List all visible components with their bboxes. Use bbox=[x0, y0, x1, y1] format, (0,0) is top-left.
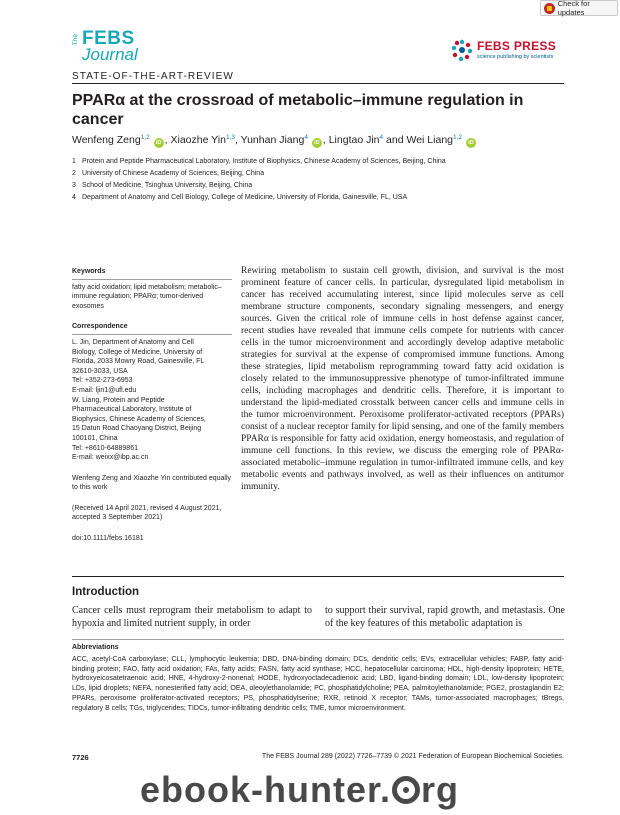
correspondence-line: Biophysics, Chinese Academy of Sciences, bbox=[72, 415, 206, 423]
correspondence-rule bbox=[72, 334, 232, 335]
correspondence-line: W. Liang, Protein and Peptide bbox=[72, 396, 165, 404]
orcid-icon[interactable]: iD bbox=[154, 138, 164, 148]
doi-link[interactable]: doi:10.1111/febs.16181 bbox=[72, 535, 144, 543]
correspondence-line: Tel: +8610-64889861 bbox=[72, 444, 138, 452]
orcid-icon[interactable]: iD bbox=[466, 138, 476, 148]
affiliation-text: Protein and Peptide Pharmaceutical Laboratory, Institute of Biophysics, Chinese Academy of Sciences, Beijing, China bbox=[82, 158, 446, 165]
correspondence-line: Biology, College of Medicine, University of bbox=[72, 348, 203, 356]
affiliation-item bbox=[72, 156, 572, 168]
keywords-text: fatty acid oxidation; lipid metabolism; metabolic–immune regulation; PPARα; tumor-derived exosomes bbox=[72, 283, 222, 310]
correspondence-lines bbox=[72, 338, 232, 463]
correspondence-line[interactable]: E-mail: ljin1@ufl.edu bbox=[72, 386, 137, 394]
logo-the-text: The bbox=[72, 34, 79, 46]
introduction-heading: Introduction bbox=[72, 586, 140, 598]
affiliation-text: University of Chinese Academy of Sciences, Beijing, China bbox=[82, 170, 265, 177]
author-name[interactable]: Xiaozhe Yin bbox=[170, 134, 226, 146]
correspondence-line: 15 Datun Road Chaoyang District, Beijing bbox=[72, 425, 202, 433]
affiliation-list bbox=[72, 156, 572, 204]
author-name[interactable]: Wei Liang bbox=[406, 134, 454, 146]
keywords-heading: Keywords bbox=[72, 268, 106, 275]
abbreviations-text: ACC, acetyl-CoA carboxylase; CLL, lymphocytic leukemia; DBD, DNA-binding domain; DCs, dendritic cells; EVs, extracellular vehicles; FABP, fatty acid-binding protein; FAO, fatty acid oxidation; FAs, fatty acids; FASN, fatty acid synthase; HCC, hepatocellular carcinoma; HDL, high-density lipoprotein; HETE, hydroxyeicosatetraenoic acid; HNE, 4-hydroxy-2-nonenal; HODE, hydroxyoctadecadienoic acid; LBD, ligand-binding domain; LDL, low-density lipoprotein; LDs, lipid droplets; NEFA, nonesterified fatty acid; OEA, oleoylethanolamide; PC, phosphatidylcholine; PEA, palmitoylethanolamide; PGE2, prostaglandin E2; PPARs, peroxisome proliferator-activated receptors; PS, phosphatidylserine; RXR, retinoid X receptor; TAMs, tumor-associated macrophages; tBregs, regulatory B cells; TGs, triglycerides; TIDCs, tumor-infiltrating dendritic cells; TME, tumor microenvironment. bbox=[72, 656, 564, 712]
history-note bbox=[72, 504, 232, 523]
febs-press-dots-icon bbox=[450, 38, 474, 62]
affiliation-number: 3 bbox=[72, 182, 76, 189]
abstract-divider bbox=[72, 576, 564, 577]
check-for-updates-button[interactable] bbox=[540, 0, 618, 16]
author-separator: , bbox=[164, 134, 171, 146]
history-text: (Received 14 April 2021, revised 4 August 2021, accepted 3 September 2021) bbox=[72, 504, 222, 522]
affiliation-number: 1 bbox=[72, 158, 76, 165]
footer-citation: The FEBS Journal 289 (2022) 7726–7739 © 2021 Federation of European Biochemical Societies. bbox=[261, 753, 564, 760]
author-list bbox=[72, 134, 572, 148]
correspondence-block bbox=[72, 322, 232, 462]
ebook-hunter-watermark bbox=[140, 768, 620, 812]
affiliation-text: Department of Anatomy and Cell Biology, College of Medicine, University of Florida, Gainesville, FL, USA bbox=[82, 194, 408, 201]
febs-press-name: FEBS PRESS bbox=[477, 39, 557, 53]
author-name[interactable]: Lingtao Jin bbox=[328, 134, 380, 146]
introduction-column-left: Cancer cells must reprogram their metabolism to adapt to hypoxia and limited nutrient supply, in order bbox=[72, 605, 312, 629]
correspondence-line: 32610-3033, USA bbox=[72, 367, 128, 375]
header-divider bbox=[72, 83, 564, 84]
author-name[interactable]: Yunhan Jiang bbox=[240, 134, 305, 146]
check-for-updates-label: Check for updates bbox=[557, 0, 590, 17]
logo-febs-text: FEBS bbox=[82, 28, 135, 49]
correspondence-line: Florida, 2033 Mowry Road, Gainesville, FL bbox=[72, 358, 205, 366]
affiliation-item bbox=[72, 192, 572, 204]
author-affiliation-ref[interactable]: 1,3 bbox=[225, 134, 236, 141]
author-affiliation-ref[interactable]: 1,2 bbox=[453, 134, 463, 141]
orcid-icon[interactable]: iD bbox=[312, 138, 322, 148]
page-number: 7726 bbox=[72, 753, 89, 762]
correspondence-line[interactable]: E-mail: weixx@ibp.ac.cn bbox=[72, 454, 149, 462]
equal-contribution-note bbox=[72, 474, 232, 493]
affiliation-number: 2 bbox=[72, 170, 76, 177]
author-affiliation-ref[interactable]: 4 bbox=[379, 134, 384, 141]
affiliation-number: 4 bbox=[72, 194, 76, 201]
abbreviations-heading: Abbreviations bbox=[72, 644, 119, 651]
introduction-column-right: to support their survival, rapid growth, and metastasis. One of the key features of this metabolic adaptation is bbox=[325, 605, 565, 629]
author-affiliation-ref[interactable]: 1,2 bbox=[140, 134, 150, 141]
author-separator: and bbox=[383, 134, 407, 146]
abbreviations-divider bbox=[72, 639, 564, 640]
logo-journal-text: Journal bbox=[82, 45, 138, 64]
watermark-text-start: ebook-hunter. bbox=[140, 769, 392, 810]
correspondence-line: Tel: +352-273-6953 bbox=[72, 377, 133, 385]
correspondence-heading: Correspondence bbox=[72, 323, 128, 331]
author-name[interactable]: Wenfeng Zeng bbox=[72, 134, 141, 146]
correspondence-line: 100101, China bbox=[72, 434, 118, 442]
febs-press-logo bbox=[450, 38, 560, 66]
correspondence-line: L. Jin, Department of Anatomy and Cell bbox=[72, 338, 194, 346]
article-sidebar bbox=[72, 267, 232, 555]
watermark-target-icon bbox=[392, 776, 420, 804]
affiliation-item bbox=[72, 180, 572, 192]
correspondence-line: Pharmaceutical Laboratory, Institute of bbox=[72, 406, 192, 414]
doi-note bbox=[72, 534, 232, 544]
article-title: PPARα at the crossroad of metabolic–immune regulation in cancer bbox=[72, 92, 524, 128]
author-separator: , bbox=[235, 134, 241, 146]
article-type-label: STATE-OF-THE-ART-REVIEW bbox=[72, 71, 234, 82]
affiliation-text: School of Medicine, Tsinghua University, Beijing, China bbox=[82, 182, 253, 189]
watermark-text-end: rg bbox=[421, 769, 460, 810]
update-check-icon bbox=[544, 3, 555, 14]
febs-press-tagline: science publishing by scientists bbox=[477, 54, 554, 60]
equal-contribution-text: Wenfeng Zeng and Xiaozhe Yin contributed equally to this work bbox=[72, 474, 232, 492]
author-separator: , bbox=[322, 134, 329, 146]
keywords-block bbox=[72, 267, 232, 311]
affiliation-item bbox=[72, 168, 572, 180]
abstract-text: Rewiring metabolism to sustain cell growth, division, and survival is the most prominent feature of cancer cells. In particular, dysregulated lipid metabolism in cancer has received accumulating interest, since lipid molecules serve as cell membrane structure components, secondary signaling messengers, and energy sources. Given the critical role of immune cells in host defense against cancer, recent studies have revealed that immune cells compete for nutrients with cancer cells in the tumor microenvironment and accordingly develop adaptive metabolic strategies for survival at the expense of compromised immune functions. Among these strategies, lipid metabolism reprogramming toward fatty acid oxidation is closely related to the immunosuppressive phenotype of tumor-infiltrated immune cells, including macrophages and dendritic cells. Therefore, it is important to understand the lipid-mediated crosstalk between cancer cells and immune cells in the tumor microenvironment. Peroxisome proliferator-activated receptors (PPARs) consist of a nuclear receptor family for lipid sensing, and one of the family members PPARα is responsible for fatty acid oxidation, energy homeostasis, and regulation of immune cell functions. In this review, we discuss the emerging role of PPARα-associated metabolic–immune regulation in tumor-infiltrated immune cells, and key metabolic events and pathways involved, as well as their influences on antitumor immunity. bbox=[241, 266, 564, 492]
author-affiliation-ref[interactable]: 4 bbox=[304, 134, 308, 141]
keywords-rule bbox=[72, 279, 232, 280]
